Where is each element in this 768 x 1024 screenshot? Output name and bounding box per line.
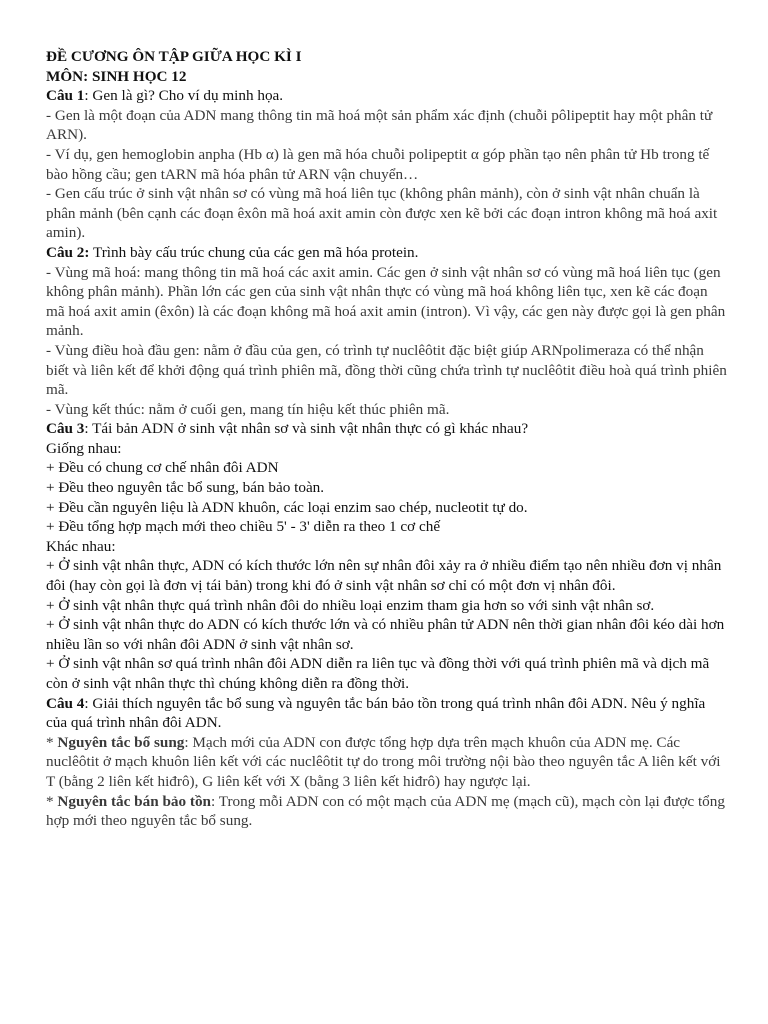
similarities-heading: Giống nhau:: [46, 439, 122, 457]
question-2: [46, 243, 728, 263]
question-3-label: Câu 3: [46, 420, 85, 438]
question-2-label: Câu 2:: [46, 243, 90, 261]
differences-heading: Khác nhau:: [46, 537, 116, 555]
difference-item: + Ở sinh vật nhân thực, ADN có kích thước lớn nên sự nhân đôi xảy ra ở nhiều điểm tạo nên nhiều đơn vị nhân đôi (hay còn gọi là đơn vị tái bản) trong khi đó ở sinh vật nhân sơ chỉ có một đơn vị nhân đôi.: [46, 557, 722, 595]
question-4-label: Câu 4: [46, 694, 85, 712]
doc-subject: MÔN: SINH HỌC 12: [46, 67, 187, 85]
question-3-text: : Tái bản ADN ở sinh vật nhân sơ và sinh vật nhân thực có gì khác nhau?: [84, 420, 529, 438]
complementary-principle-term: Nguyên tắc bổ sung: [57, 733, 185, 751]
q4-para-2: [46, 792, 728, 831]
q2-para-1: - Vùng mã hoá: mang thông tin mã hoá các axit amin. Các gen ở sinh vật nhân sơ có vùng mã hoá liên tục (gen không phân mảnh). Phần lớn các gen của sinh vật nhân thực có vùng mã hoá không liên tục, xen kẽ các đoạn mã hoá axit amin (êxôn) là các đoạn không mã hoá axit amin (intron). Vì vậy, các gen này được gọi là gen phân mảnh.: [46, 263, 726, 340]
similarity-item: + Đều có chung cơ chế nhân đôi ADN: [46, 459, 279, 477]
difference-item: + Ở sinh vật nhân sơ quá trình nhân đôi ADN diễn ra liên tục và đồng thời với quá trình phiên mã và dịch mã còn ở sinh vật nhân thực thì chúng không diễn ra đồng thời.: [46, 655, 710, 692]
bullet-star: *: [46, 733, 58, 751]
complementary-principle-text: : Mạch mới của ADN con được tổng hợp dựa trên mạch khuôn của ADN mẹ. Các nuclêôtit ở mạch khuôn liên kết với các nuclêôtit tự do trong môi trường nội bào theo nguyên tắc A liên kết với T (bằng 2 liên kết hiđrô), G liên kết với X (bằng 3 liên kết hiđrô) hay ngược lại.: [46, 733, 721, 790]
question-1: [46, 86, 728, 106]
question-4: [46, 694, 728, 733]
question-4-text: : Giải thích nguyên tắc bổ sung và nguyên tắc bán bảo tồn trong quá trình nhân đôi ADN. Nêu ý nghĩa của quá trình nhân đôi ADN.: [46, 694, 706, 732]
similarity-item: + Đều cần nguyên liệu là ADN khuôn, các loại enzim sao chép, nucleotit tự do.: [46, 498, 528, 516]
question-1-text: : Gen là gì? Cho ví dụ minh họa.: [84, 87, 284, 105]
similarity-item: + Đều tổng hợp mạch mới theo chiều 5' - 3' diễn ra theo 1 cơ chế: [46, 518, 441, 536]
similarity-item: + Đều theo nguyên tắc bổ sung, bán bảo toàn.: [46, 479, 325, 497]
doc-title: ĐỀ CƯƠNG ÔN TẬP GIỮA HỌC KÌ I: [46, 48, 302, 65]
question-2-text: Trình bày cấu trúc chung của các gen mã hóa protein.: [89, 243, 419, 261]
q2-para-3: - Vùng kết thúc: nằm ở cuối gen, mang tín hiệu kết thúc phiên mã.: [46, 400, 450, 418]
bullet-star: *: [46, 792, 58, 810]
q1-para-2: - Ví dụ, gen hemoglobin anpha (Hb α) là gen mã hóa chuỗi polipeptit α góp phần tạo nên phân tử Hb trong tế bào hồng cầu; gen tARN mã hóa phân tử ARN vận chuyển…: [46, 145, 710, 183]
difference-item: + Ở sinh vật nhân thực do ADN có kích thước lớn và có nhiều phân tử ADN nên thời gian nhân đôi kéo dài hơn nhiều lần so với nhân đôi ADN ở sinh vật nhân sơ.: [46, 616, 725, 653]
difference-item: + Ở sinh vật nhân thực quá trình nhân đôi do nhiều loại enzim tham gia hơn so với sinh vật nhân sơ.: [46, 596, 655, 614]
q1-para-1: - Gen là một đoạn của ADN mang thông tin mã hoá một sản phẩm xác định (chuỗi pôlipeptit hay một phân tử ARN).: [46, 106, 713, 144]
semiconservative-principle-text: : Trong mỗi ADN con có một mạch của ADN mẹ (mạch cũ), mạch còn lại được tổng hợp mới theo nguyên tắc bổ sung.: [46, 792, 725, 830]
q2-para-2: - Vùng điều hoà đầu gen: nằm ở đầu của gen, có trình tự nuclêôtit đặc biệt giúp ARNpolimeraza có thể nhận biết và liên kết để khởi động quá trình phiên mã, đồng thời cũng chứa trình tự nuclêôtit điều hoà quá trình phiên mã.: [46, 341, 727, 399]
question-1-label: Câu 1: [46, 87, 85, 105]
q1-para-3: - Gen cấu trúc ở sinh vật nhân sơ có vùng mã hoá liên tục (không phân mảnh), còn ở sinh vật nhân chuẩn là phân mảnh (bên cạnh các đoạn êxôn mã hoá axit amin còn được xen kẽ bởi các đoạn intron không mã hoá axit amin).: [46, 185, 718, 242]
q4-para-1: [46, 733, 728, 792]
question-3: [46, 419, 728, 439]
semiconservative-principle-term: Nguyên tắc bán bảo tồn: [57, 792, 211, 810]
